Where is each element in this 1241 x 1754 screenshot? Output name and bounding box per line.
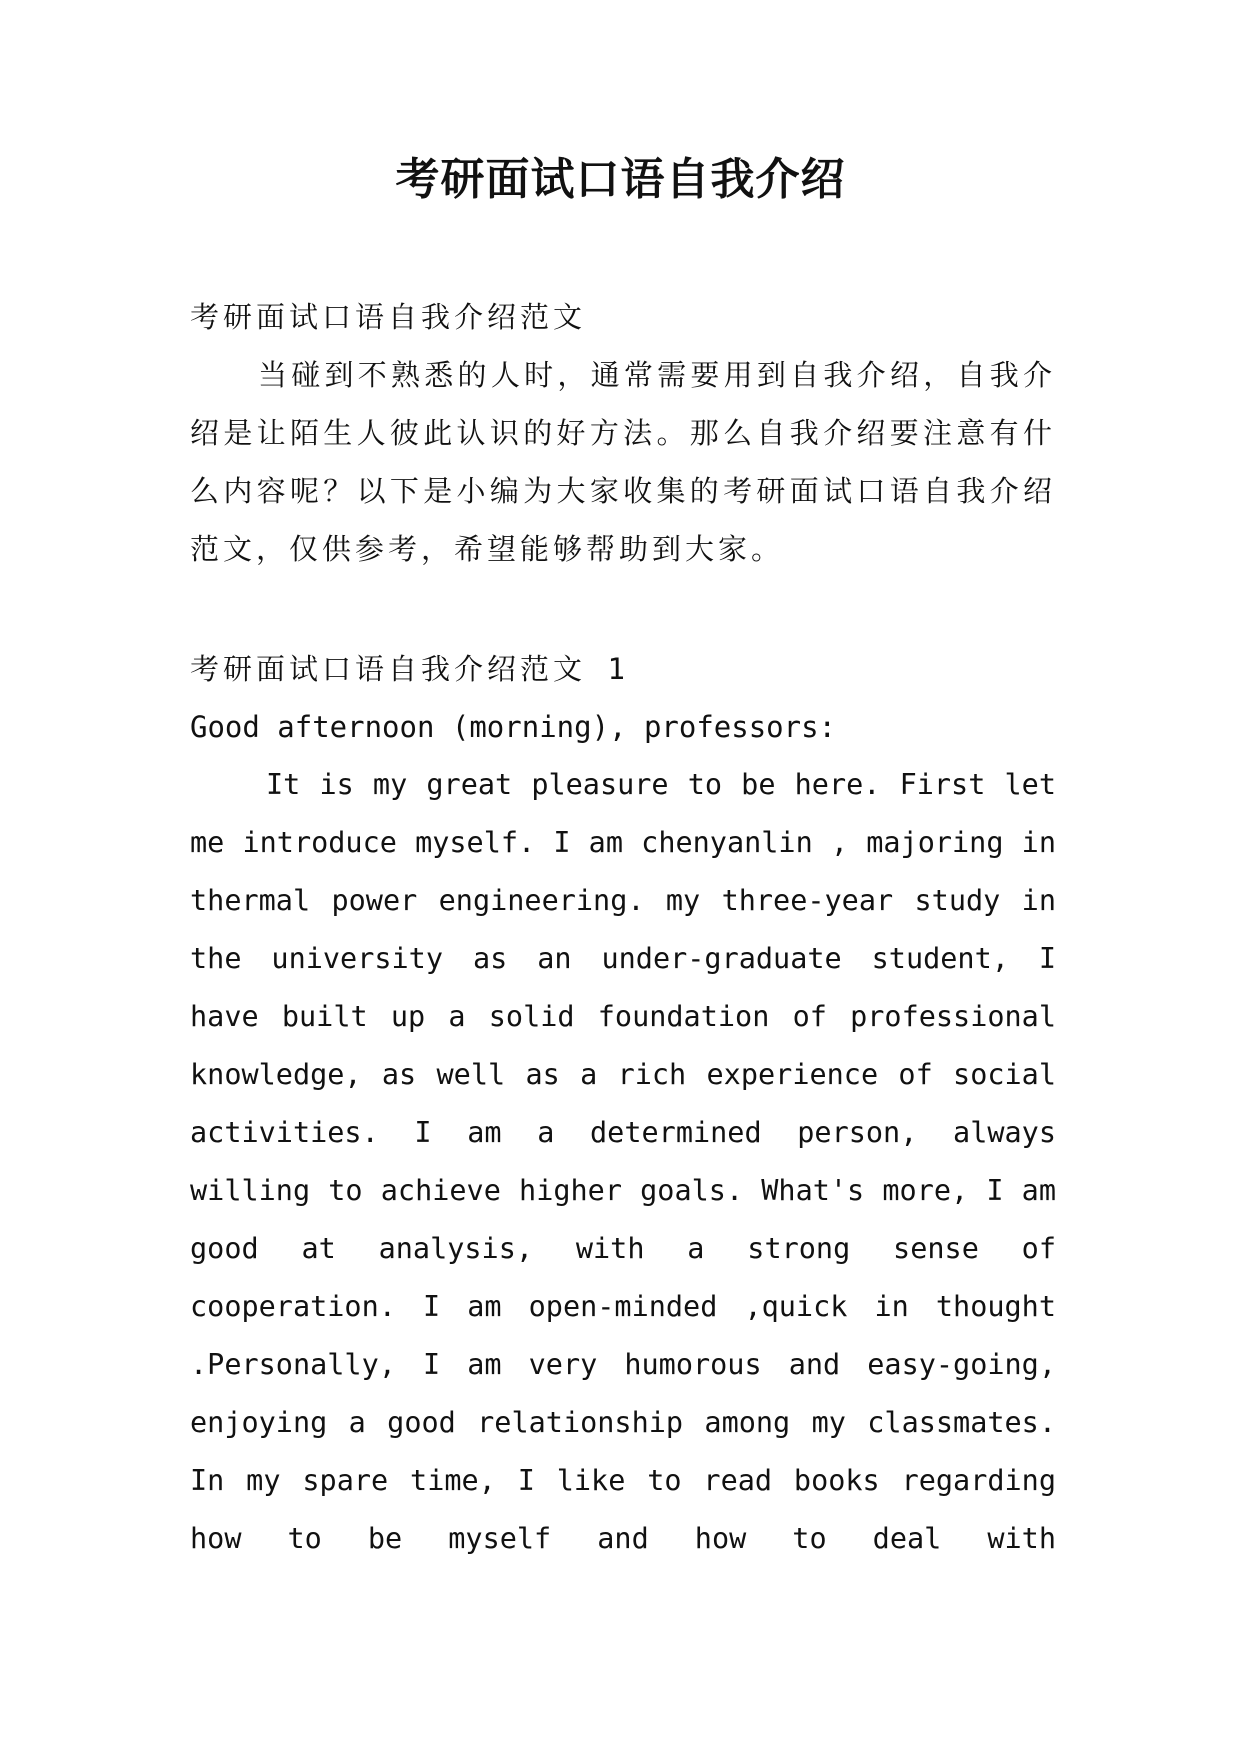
example-heading: 考研面试口语自我介绍范文 1 <box>190 652 629 686</box>
intro-paragraph: 当碰到不熟悉的人时，通常需要用到自我介绍，自我介绍是让陌生人彼此认识的好方法。那么自我介绍要注意有什么内容呢？以下是小编为大家收集的考研面试口语自我介绍范文，仅供参考，希望能够帮助到大家。 <box>190 358 1056 566</box>
section-heading: 考研面试口语自我介绍范文 <box>190 300 587 334</box>
document-title: 考研面试口语自我介绍 <box>395 154 846 205</box>
greeting-line: Good afternoon (morning), professors: <box>190 710 837 744</box>
english-paragraph: It is my great pleasure to be here. First let me introduce myself. I am chenyanlin , majoring in thermal power engineering. my three-year study in the university as an under-graduate student, I have built up a solid foundation of professional knowledge, as well as a rich experience of social activities. I am a determined person, always willing to achieve higher goals. What's more, I am good at analysis, with a strong sense of cooperation. I am open-minded ,quick in thought .Personally, I am very humorous and easy-going, enjoying a good relationship among my classmates. In my spare time, I like to read books regarding how to be myself and how to deal with <box>190 768 1056 1555</box>
